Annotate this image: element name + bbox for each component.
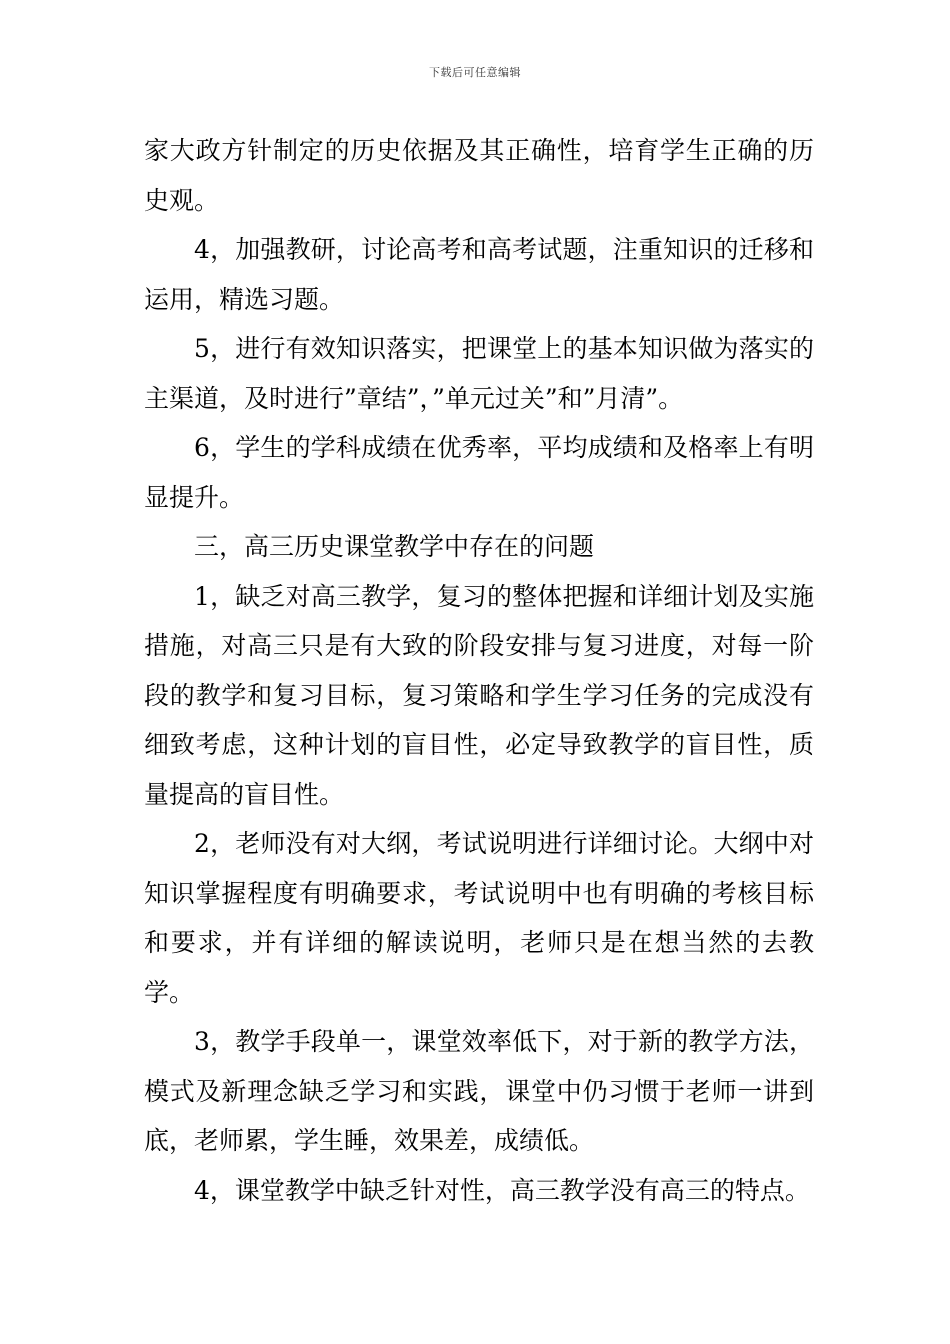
document-body	[144, 126, 814, 1215]
page-header: 下载后可任意编辑	[429, 66, 521, 79]
paragraph-item-4: 4，加强教研，讨论高考和高考试题，注重知识的迁移和运用，精选习题。	[144, 235, 814, 314]
paragraph-problem-3: 3，教学手段单一，课堂效率低下，对于新的教学方法，模式及新理念缺乏学习和实践，课堂中仍习惯于老师一讲到底，老师累，学生睡，效果差，成绩低。	[144, 1027, 814, 1155]
section-heading-3: 三，高三历史课堂教学中存在的问题	[194, 532, 595, 561]
paragraph-problem-4: 4，课堂教学中缺乏针对性，高三教学没有高三的特点。	[194, 1175, 810, 1205]
paragraph-item-6: 6，学生的学科成绩在优秀率，平均成绩和及格率上有明显提升。	[144, 433, 814, 512]
paragraph-problem-1: 1，缺乏对高三教学，复习的整体把握和详细计划及实施措施，对高三只是有大致的阶段安排与复习进度，对每一阶段的教学和复习目标，复习策略和学生学习任务的完成没有细致考虑，这种计划的盲目性，必定导致教学的盲目性，质量提高的盲目性。	[144, 581, 814, 809]
paragraph-continued: 家大政方针制定的历史依据及其正确性，培育学生正确的历史观。	[144, 136, 814, 215]
paragraph-problem-2: 2，老师没有对大纲，考试说明进行详细讨论。大纲中对知识掌握程度有明确要求，考试说明中也有明确的考核目标和要求，并有详细的解读说明，老师只是在想当然的去教学。	[144, 829, 814, 1007]
paragraph-item-5: 5，进行有效知识落实，把课堂上的基本知识做为落实的主渠道，及时进行”章结”，”单元过关”和”月清”。	[144, 334, 814, 413]
